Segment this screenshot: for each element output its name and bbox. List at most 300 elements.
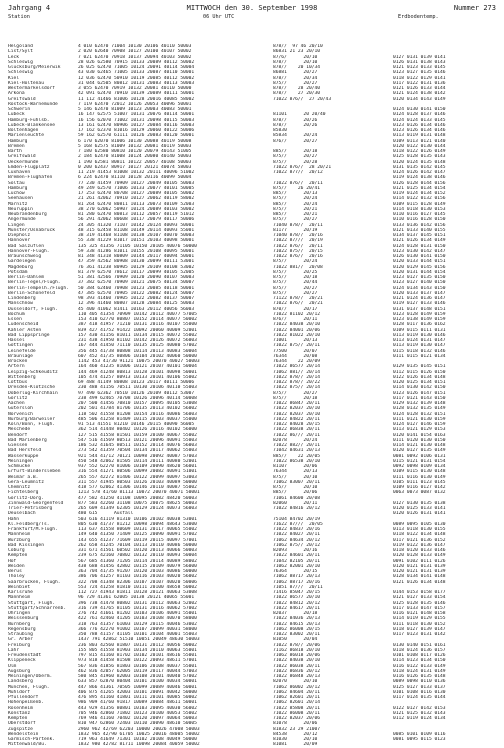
observation-code: 238 499 62465 70708 10126 20096 40114 50008 bbox=[78, 395, 197, 401]
observation-code: 12 396 41460 80807 10128 20084 40125 50003 bbox=[78, 301, 195, 307]
soil-temperature: 0128 0134 0141 0148 bbox=[393, 574, 446, 580]
soil-temperature: 0129 0132 0139 0148 bbox=[393, 401, 446, 406]
additional-code: 71051 87/// 20/11 bbox=[273, 584, 323, 590]
additional-code: 71062 88717 20/16 bbox=[273, 579, 321, 585]
soil-temperature: 0127 0130 0135 0138 bbox=[393, 500, 446, 506]
observation-code: 186 532 41645 80511 10152 20114 40076 56003 bbox=[78, 443, 197, 448]
observation-code: 69 488 41149 80808 10123 20117 40111 50006 bbox=[78, 380, 195, 385]
station-name: Marienleuchte bbox=[8, 133, 44, 139]
additional-code: 71022 84816 20/12 bbox=[273, 506, 321, 511]
additional-code: 71062 82601 20/11 bbox=[273, 695, 321, 700]
station-name: Brocken bbox=[8, 359, 28, 364]
soil-temperature: 0063 0073 0087 0132 bbox=[393, 490, 446, 496]
additional-code: 885// 22 20/05 bbox=[273, 453, 321, 459]
soil-temperature: 0120 0125 0133 0141 bbox=[393, 506, 446, 511]
observation-code: 21 261 42062 70910 10127 20062 40119 58002 bbox=[78, 196, 195, 202]
observation-code: 164 460 41235 81006 10121 20107 40101 50004 bbox=[78, 364, 197, 370]
station-name: Freudenstadt bbox=[8, 653, 42, 658]
date-title: MITTWOCH den 30. September 1998 bbox=[186, 4, 318, 12]
station-name: Lingen bbox=[8, 222, 25, 228]
observation-code: 38 270 62062 50907 10124 20089 40103 50002 bbox=[78, 206, 195, 212]
station-name: Kl.Feldberg/Ts. bbox=[8, 521, 50, 527]
additional-code: 875// 20/18 bbox=[273, 275, 318, 280]
soil-temperature: 0121 0127 0133 0154 bbox=[393, 595, 446, 601]
soil-temperature: 0114 0121 0130 0148 bbox=[393, 443, 446, 448]
observation-code: 49 249 62570 71006 10133 20077 40101 50005 bbox=[78, 185, 195, 191]
additional-code: 71040 878// 20/16 bbox=[273, 233, 323, 238]
additional-code: 71022 86836 20/12 bbox=[273, 668, 321, 674]
soil-temperature: 0120 0124 0135 0148 bbox=[393, 159, 446, 165]
additional-code: 875// 20/27 bbox=[273, 154, 318, 160]
observation-code: 81 348 41318 80809 10144 20117 40094 50001 bbox=[78, 254, 195, 259]
observation-code: 155 805 41558 81903 10134 20110 40063 55001 bbox=[78, 647, 197, 653]
soil-temperature: 0113 0119 0130 0147 bbox=[393, 343, 446, 349]
station-name: Emden-Flugplatz bbox=[8, 164, 50, 170]
observation-code: 143 655 41237 71609 10119 20115 40097 57001 bbox=[78, 537, 197, 543]
station-name: Saarbrücken, Flugh. bbox=[8, 579, 61, 585]
observation-code: 149 640 41350 71409 10125 20090 40091 57002 bbox=[78, 532, 197, 538]
station-name: Schleswig bbox=[8, 70, 33, 76]
additional-code: 878// 20/26 bbox=[273, 117, 318, 123]
station-name: Trier-Petrisberg bbox=[8, 506, 53, 511]
station-column-title: Station bbox=[8, 14, 30, 20]
station-name: Mühldorf bbox=[8, 689, 31, 695]
additional-code: 71022 877// 20/12 bbox=[273, 170, 323, 175]
soil-temperature: 0117 0121 0143 0150 bbox=[393, 395, 446, 401]
soil-temperature: 0109 0113 0121 0140 bbox=[393, 138, 446, 144]
station-name: Manschnow bbox=[8, 301, 33, 307]
observation-code: 113 637 41558 80609 10131 20117 40065 55002 bbox=[78, 527, 197, 532]
station-name: Stuttgart, Flugh. bbox=[8, 600, 56, 606]
observation-code: 7 119 62470 72012 10126 20053 40096 50001 bbox=[78, 101, 192, 107]
station-name: Regensburg bbox=[8, 626, 36, 632]
observation-code: 839 427 41752 91422 10092 20060 40009 52001 bbox=[78, 327, 197, 333]
additional-code: 75104 84702 20/19 bbox=[273, 516, 321, 522]
station-name: Meiningen bbox=[8, 458, 33, 464]
soil-temperature: 0128 0117 0136 0162 bbox=[393, 322, 446, 328]
observation-code: 503 616 41119 81310 10106 20102 40038 53001 bbox=[78, 516, 197, 522]
soil-temperature: 0118 0124 0136 0157 bbox=[393, 647, 446, 653]
station-name: Schleswig bbox=[8, 59, 33, 65]
soil-temperature: 0120 0121 0131 0139 bbox=[393, 569, 446, 574]
soil-temperature: 0118 0127 0139 0147 bbox=[393, 626, 446, 632]
soil-temperature: 0120 0128 0133 0149 bbox=[393, 553, 446, 559]
station-name: Konstanz bbox=[8, 710, 31, 716]
station-name: Lahr bbox=[8, 647, 20, 653]
station-name: Helgoland bbox=[8, 44, 33, 49]
observation-code: 157 430 41156 81011 10134 20115 40072 55002 bbox=[78, 332, 197, 338]
observation-code: 45 400 41062 81411 10163 20112 40056 56003 bbox=[78, 306, 195, 312]
station-name: Bad Marienberg bbox=[8, 437, 47, 443]
soil-temperature: 0119 0124 0138 0146 bbox=[393, 175, 446, 181]
additional-code: 81078 20/06 bbox=[273, 721, 318, 727]
soil-temperature: 0124 0128 0131 0150 bbox=[393, 243, 446, 249]
observation-code: 387 418 41957 71210 10131 20116 40107 55000 bbox=[78, 322, 197, 328]
observation-code: 316 739 41765 81105 10131 20116 40062 57002 bbox=[78, 605, 197, 611]
soil-temperature: 0116 0122 0133 0149 bbox=[393, 663, 446, 669]
station-name: Bremen-Flughafen bbox=[8, 175, 53, 181]
soil-temperature: 0101 0108 0116 0130 bbox=[393, 689, 446, 695]
station-name: Augsburg bbox=[8, 668, 31, 674]
observation-code: 316 554 41271 80506 10099 20082 40091 51001 bbox=[78, 469, 197, 475]
observation-code: 110 405 41354 70909 10142 20112 40077 57005 bbox=[78, 311, 197, 317]
station-name: Ulm bbox=[8, 663, 17, 669]
station-name: Lüchow bbox=[8, 191, 25, 196]
station-name: Ueckermünde bbox=[8, 159, 39, 165]
station-name: Braunschweig bbox=[8, 254, 42, 259]
soil-temperature: 0111 0121 0130 0159 bbox=[393, 416, 446, 422]
observation-code: 477 582 41250 41108 10095 20082 48420 50003 bbox=[78, 495, 197, 501]
soil-temperature: 0124 0127 0146 0159 bbox=[393, 422, 446, 427]
soil-temperature: 0122 0127 0142 0153 bbox=[393, 705, 446, 711]
additional-code: 71022 876// 20/21 bbox=[273, 301, 323, 307]
station-name: Zugspitze bbox=[8, 726, 33, 732]
additional-code: 71022 82037 20/10 bbox=[273, 411, 321, 417]
additional-code: 878// 28 20/40 bbox=[273, 86, 321, 91]
observation-code: 0 200 62437 80917 10127 20121 40074 58003 bbox=[78, 164, 192, 170]
station-name: Potsdam bbox=[8, 269, 28, 275]
observation-code: 318 763 41357 61003 10129 20115 40046 53002 bbox=[78, 621, 197, 627]
station-name: Kempten bbox=[8, 553, 28, 559]
observation-code: 105 474 41257 80913 10133 20101 40106 55002 bbox=[78, 374, 197, 380]
observation-code: 356 445 41/38 80808 10114 20113 40083 50004 bbox=[78, 348, 197, 354]
additional-code: 71022 878// 20/14 bbox=[273, 374, 321, 380]
additional-code: 878// 20/10 bbox=[273, 59, 318, 65]
observation-code: 47 359 42562 80908 10130 20099 40111 53001 bbox=[78, 259, 195, 265]
observation-code: 17 253 62470 80708 10127 20089 40105 50002 bbox=[78, 191, 195, 196]
additional-code: 81081 20/09 bbox=[273, 742, 318, 748]
observation-code: 480 615 Ausfall bbox=[78, 511, 134, 517]
soil-temperature: 0126 0128 0144 0156 bbox=[393, 180, 446, 186]
soil-temperature: 0134 0137 0145 0151 bbox=[393, 233, 446, 238]
observation-code: 2960 962 42/69 62203 10000 20026 47008 50003 bbox=[78, 726, 200, 732]
station-name: Landsberg bbox=[8, 679, 33, 685]
station-name: Tholey bbox=[8, 574, 25, 580]
additional-code: 82078 20/24 bbox=[273, 437, 318, 443]
observation-code: 55 338 41229 81017 10151 20103 40098 50001 bbox=[78, 238, 195, 244]
observation-code: 81 264 62470 80811 10113 20073 40109 52003 bbox=[78, 201, 195, 207]
soil-temperature: 0117 0123 0131 0142 bbox=[393, 632, 446, 637]
additional-code: 875// 20/28 bbox=[273, 159, 318, 165]
station-name: Marnitz bbox=[8, 201, 28, 207]
additional-code: 875// 20/27 bbox=[273, 290, 318, 296]
soil-temperature: 0125 0127 0133 0137 bbox=[393, 684, 446, 690]
station-name: Gera-Leumnitz bbox=[8, 479, 44, 485]
additional-code: 87/6/ 20/10 bbox=[273, 54, 318, 60]
station-name: Magdeburg bbox=[8, 264, 33, 270]
soil-temperature: 0124 0126 0142 0147 bbox=[393, 170, 446, 175]
station-name: Kahler Asten bbox=[8, 327, 42, 333]
soil-temperature: 0123 0130 0142 0147 bbox=[393, 248, 446, 254]
additional-code: 76344 20/08 bbox=[273, 353, 318, 359]
station-name: Doberlug-Kirchhain bbox=[8, 390, 58, 396]
soil-temperature: 0114 0119 0129 0155 bbox=[393, 616, 446, 622]
station-name: Nörvenich bbox=[8, 411, 33, 417]
soil-temperature: 0121 0123 0133 0145 bbox=[393, 65, 446, 70]
additional-code: 86831 21 23 20/10 bbox=[273, 49, 321, 55]
additional-code: 71622 87/// 20/05 bbox=[273, 521, 323, 527]
station-name: Bad Salzuflen bbox=[8, 243, 44, 249]
additional-code: 71022 81022 20/10 bbox=[273, 332, 321, 338]
additional-code: 71062 86002 20/12 bbox=[273, 684, 321, 690]
station-name: Berus bbox=[8, 569, 22, 574]
soil-temperature: 0109 0116 0127 0142 bbox=[393, 485, 446, 490]
observation-code: 7 021 62470 70918 10137 20094 40103 50002 bbox=[78, 54, 192, 60]
station-name: Schmücke bbox=[8, 464, 31, 469]
soil-temperature: 0125 0128 0135 0143 bbox=[393, 154, 446, 160]
additional-code: 82060 20/11 bbox=[273, 500, 318, 506]
additional-code: 81030 20/10 bbox=[273, 737, 318, 742]
station-name: Rostock-Warnemünde bbox=[8, 101, 58, 107]
additional-code: 71061 84600 20/08 bbox=[273, 495, 321, 501]
station-name: Neuruppin bbox=[8, 206, 33, 212]
soil-temperature: 0122 0126 0134 0148 bbox=[393, 374, 446, 380]
station-name: München, Flugh. bbox=[8, 684, 50, 690]
station-name: Gardelegen bbox=[8, 259, 36, 265]
additional-code: 81107 20/06 bbox=[273, 464, 318, 469]
additional-code: 71022 82037 20/06 bbox=[273, 716, 321, 721]
station-name: Boltenhagen bbox=[8, 128, 39, 133]
observation-code: 553 724 41258 81810 10111 20100 48658 50002 bbox=[78, 584, 197, 590]
observation-code: 363 704 41/35 91207 10120 20103 40086 50000 bbox=[78, 569, 197, 574]
additional-code: 71022 86008 20/11 bbox=[273, 710, 321, 716]
observation-code: 2 020 62640 70908 10127 20100 40107 50002 bbox=[78, 49, 192, 55]
additional-code: 875// 26 20/41 bbox=[273, 185, 321, 191]
soil-temperature: 0120 0127 0135 0149 bbox=[393, 448, 446, 454]
soil-temperature: 0124 0134 0143 0150 bbox=[393, 285, 446, 291]
observation-code: 5 146 62470 81009 10123 20003 40083 50001 bbox=[78, 107, 192, 112]
station-name: Artern bbox=[8, 364, 25, 370]
soil-temperature: 0118 0122 0129 0141 bbox=[393, 75, 446, 81]
observation-code: 6 224 62470 81110 10128 20116 40099 50004 bbox=[78, 175, 192, 181]
additional-code: 71022 82037 20/10 bbox=[273, 406, 321, 412]
observation-code: 81 280 62470 80813 10112 20057 40119 51012 bbox=[78, 212, 195, 217]
additional-code: 71062 875// 20/12 bbox=[273, 542, 321, 548]
station-name: Garmisch-Partenk. bbox=[8, 737, 56, 742]
additional-code: 71022 876// 27 20/43 bbox=[273, 96, 332, 102]
soil-temperature: 0121 0124 0136 0147 bbox=[393, 296, 446, 301]
station-name: Deuselbach bbox=[8, 511, 36, 517]
soil-temperature: 0121 0133 0140 0155 bbox=[393, 227, 446, 233]
additional-code: 81101 20 20/40 bbox=[273, 112, 326, 118]
soil-temperature: 0115 0118 0132 0146 bbox=[393, 348, 446, 354]
additional-code: 878// 27 20/30 bbox=[273, 91, 321, 97]
soil-temperature: 0133 0136 0142 0156 bbox=[393, 222, 446, 228]
station-name: Görlitz-Dorg. bbox=[8, 495, 44, 501]
station-name: Cuxhaven bbox=[8, 170, 31, 175]
station-name: Mittenwald/Bu. bbox=[8, 742, 47, 748]
station-name: Hahn bbox=[8, 516, 20, 522]
observation-code: 265 609 41349 62305 10129 20124 40073 56003 bbox=[78, 506, 197, 511]
additional-code: 71022 87/// 20/19 bbox=[273, 238, 323, 244]
additional-code: 875// 20/18 bbox=[273, 395, 318, 401]
observation-code: 11 219 41453 81008 10132 20111 40096 51002 bbox=[78, 170, 195, 175]
station-name: Erfurt-Bindersleben bbox=[8, 469, 61, 475]
station-name: Stuttgart/Schnarrenb. bbox=[8, 605, 67, 611]
additional-code: 81832 23 29 21007 bbox=[273, 726, 321, 732]
soil-temperature: 0119 0127 0133 0146 bbox=[393, 301, 446, 307]
observation-code: 805 630 41/37 81212 10098 20094 48643 53000 bbox=[78, 521, 197, 527]
soil-temperature: 0126 0130 0141 0150 bbox=[393, 254, 446, 259]
observation-code: 362 514 41448 80402 10126 20116 40102 56000 bbox=[78, 427, 197, 433]
additional-code: 86881 20/27 bbox=[273, 70, 318, 76]
station-name: Greifswald bbox=[8, 96, 36, 102]
station-name: Weiden bbox=[8, 563, 25, 569]
observation-code: 1213 578 41/60 81113 10072 20070 40071 50001 bbox=[78, 490, 200, 496]
soil-temperature: 0113 0121 0129 0153 bbox=[393, 427, 446, 433]
observation-code: 118 502 41558 81208 10154 20116 40086 56003 bbox=[78, 411, 197, 417]
soil-temperature: 0112 0119 0124 0134 bbox=[393, 716, 446, 721]
additional-code: 82093 20/16 bbox=[273, 548, 318, 553]
station-name: Barth bbox=[8, 149, 22, 154]
observation-code: 322 708 41348 82306 10107 20107 40020 50006 bbox=[78, 579, 197, 585]
additional-code: 875// 20/24 bbox=[273, 259, 318, 265]
additional-code: 71022 86838 20/11 bbox=[273, 427, 321, 433]
observation-code: 144 469 41248 80813 10128 20101 40098 50001 bbox=[78, 369, 197, 375]
station-name: Berlin-Tempelh./Flugh. bbox=[8, 285, 69, 291]
observation-code: 273 542 41359 70504 10134 20117 40062 55003 bbox=[78, 448, 197, 454]
observation-code: 37 382 62570 70909 10121 20075 40134 50007 bbox=[78, 280, 195, 286]
observation-code: 797 815 41160 81702 10102 20101 48616 55001 bbox=[78, 653, 197, 658]
station-name: Meschede bbox=[8, 427, 31, 433]
additional-code: 71022 876// 20/11 bbox=[273, 243, 323, 249]
additional-code: 71022 876// 20/16 bbox=[273, 254, 323, 259]
station-name: Hassel bbox=[8, 338, 25, 343]
additional-code: 71022 84615 20/13 bbox=[273, 621, 321, 627]
additional-code: 885// 20/24 bbox=[273, 201, 318, 207]
station-name: Bremen bbox=[8, 143, 25, 149]
station-name: Öhringen bbox=[8, 611, 31, 616]
observation-code: 48 315 62458 81108 10149 20114 40093 55001 bbox=[78, 227, 195, 233]
additional-code: 82070 20/10 bbox=[273, 679, 318, 685]
soil-temperature: 0116 0126 0135 0148 bbox=[393, 674, 446, 679]
additional-code: 875// 20/27 bbox=[273, 390, 318, 396]
observation-code: 311 557 41945 80503 10126 20103 40089 50000 bbox=[78, 479, 197, 485]
additional-code: 875// 20/27 bbox=[273, 217, 318, 223]
additional-code: 878// 20 10/34 bbox=[273, 65, 321, 70]
additional-code: 885// 20/18 bbox=[273, 149, 318, 154]
station-name: List/Sylt bbox=[8, 49, 33, 55]
observation-code: 4 010 62470 71004 10130 20106 40110 50003 bbox=[78, 44, 192, 49]
station-name: Rosenheim bbox=[8, 705, 33, 711]
soil-temperature: 0109 0115 0128 0149 bbox=[393, 201, 446, 207]
additional-code: 875// 20/10 bbox=[273, 474, 318, 480]
observation-code: 207 500 41456 70810 10157 20095 40105 53008 bbox=[78, 401, 197, 406]
soil-temperature: 0121 0125 0134 0154 bbox=[393, 185, 446, 191]
station-name: Lübeck bbox=[8, 112, 25, 118]
soil-temperature: 0111 0118 0130 0152 bbox=[393, 621, 446, 627]
soil-temperature: 0128 0132 0135 0149 bbox=[393, 406, 446, 412]
station-name: Kiel-Holtenau bbox=[8, 80, 44, 86]
observation-code: 1142 453 41/30 91121 10075 20070 40027 50003 bbox=[78, 359, 200, 364]
soil-temperature: 0111 0120 0130 0150 bbox=[393, 437, 446, 443]
station-name: Wasserkuppe bbox=[8, 453, 39, 459]
observation-code: 1 190 62581 80811 10122 20057 40108 50003 bbox=[78, 159, 192, 165]
observation-code: 567 685 41360 71205 10114 20114 40089 58002 bbox=[78, 558, 197, 564]
station-name: Seehausen bbox=[8, 196, 33, 202]
additional-code: 875// 20/27 bbox=[273, 80, 318, 86]
soil-temperature: 0120 0126 0131 0141 bbox=[393, 511, 446, 517]
station-name: Weimar a.B. bbox=[8, 474, 39, 480]
station-name: Cottbus bbox=[8, 380, 28, 385]
station-name: Zinnwald-Georgenfeld bbox=[8, 500, 64, 506]
soil-temperature: 0105 0111 0123 0145 bbox=[393, 479, 446, 485]
additional-code: 71022 86038 20/11 bbox=[273, 663, 321, 669]
observation-code: 16 147 62575 51007 10131 20076 40114 50001 bbox=[78, 112, 195, 118]
observation-code: 2 184 62470 81008 10124 20080 40140 50003 bbox=[78, 154, 192, 160]
observation-code: 51 381 42566 70909 10120 20090 40107 50003 bbox=[78, 275, 195, 280]
observation-code: 331 671 41561 60502 10120 20113 40066 50003 bbox=[78, 548, 197, 553]
observation-code: 921 544 41/12 70121 10098 20092 40087 57003 bbox=[78, 453, 197, 459]
observation-code: 26 025 62470 71005 10124 20091 40114 50004 bbox=[78, 65, 195, 70]
station-name: Hamburg bbox=[8, 185, 28, 191]
observation-code: 810 947 62860 72403 10110 20090 48610 50005 bbox=[78, 721, 197, 727]
observation-code: 973 818 41458 81508 10122 20093 48611 57001 bbox=[78, 658, 197, 664]
soil-temperature: 0113 0119 0131 0148 bbox=[393, 133, 446, 139]
station-name: Kiel bbox=[8, 75, 20, 81]
observation-code: 11 112 41466 81006 10128 20016 40085 58002 bbox=[78, 96, 195, 102]
additional-code: 71022 84812 20/12 bbox=[273, 600, 321, 606]
additional-code: 875// 20/10 bbox=[273, 485, 318, 490]
additional-code: 71022 84028 20/15 bbox=[273, 422, 321, 427]
observation-code: 135 325 41356 71105 10150 20105 40076 50000 bbox=[78, 243, 197, 249]
column-header bbox=[8, 14, 496, 42]
soiltemp-column-title: Erdbodentemp. bbox=[398, 14, 439, 20]
additional-code: 71022 84027 20/11 bbox=[273, 532, 321, 538]
station-name: Berlin-Tegel/Flugh. bbox=[8, 280, 61, 286]
station-name: Diepholz bbox=[8, 233, 31, 238]
soil-temperature: 0124 0130 0141 0150 bbox=[393, 107, 446, 112]
soil-temperature: 0120 0133 0137 0147 bbox=[393, 290, 446, 296]
soil-temperature: 0114 0123 0134 0150 bbox=[393, 658, 446, 664]
observation-code: 6 170 62070 81006 10130 20088 40119 50008 bbox=[78, 138, 192, 144]
station-name: Dresden-Klotzsche bbox=[8, 385, 56, 391]
additional-code: 71022 881// 20/08 bbox=[273, 264, 323, 270]
soil-temperature: 0144 0153 0158 0177 bbox=[393, 590, 446, 595]
additional-code: 71042 82105 20/11 bbox=[273, 558, 321, 564]
station-name: Greifswald bbox=[8, 154, 36, 160]
additional-code: 76344 20/13 bbox=[273, 469, 318, 475]
observation-code: 705 946 42860 71802 10123 20100 40053 55002 bbox=[78, 710, 197, 716]
additional-code: 71062 86008 20/15 bbox=[273, 626, 321, 632]
observation-code: 91 513 41551 81210 10146 20115 40090 56005 bbox=[78, 422, 195, 427]
station-name: Weinbiet bbox=[8, 584, 31, 590]
soil-temperature: 0111 0115 0121 0134 bbox=[393, 353, 446, 359]
station-name: Bendorf bbox=[8, 432, 28, 438]
observation-code: 396 738 41478 80802 10131 20112 40063 52002 bbox=[78, 600, 197, 606]
additional-code: 71062 86018 20/06 bbox=[273, 653, 321, 658]
additional-code: 85834 20/24 bbox=[273, 133, 318, 139]
time-column-title: 06 Uhr UTC bbox=[203, 14, 235, 20]
soil-temperature: 0121 0126 0134 0149 bbox=[393, 238, 446, 244]
additional-code: 71040 878// 20/11 bbox=[273, 222, 323, 228]
additional-code: 71022 86538 20/10 bbox=[273, 458, 321, 464]
observation-code: 153 410 62770 80807 10152 20114 40077 50002 bbox=[78, 317, 197, 322]
observation-code: 12 036 62470 50910 10119 20085 40112 50002 bbox=[78, 75, 195, 81]
observation-code: 476 895 41160 41801 10111 20101 40085 50002 bbox=[78, 695, 197, 700]
observation-code: 406 875 41265 42003 10101 20091 40042 50000 bbox=[78, 689, 197, 695]
additional-code: 76364 20/15 bbox=[273, 569, 318, 574]
additional-code: 71062 82001 20/10 bbox=[273, 563, 321, 569]
soil-temperature: 0110 0116 0128 0150 bbox=[393, 217, 446, 223]
station-name: Hannover-Flugh. bbox=[8, 248, 50, 254]
observation-code: 1832 965 42/90 61705 10025 20016 48005 50002 bbox=[78, 731, 200, 737]
soil-temperature: 0112 0115 0126 0150 bbox=[393, 369, 446, 375]
station-name: Gr. Arber bbox=[8, 637, 33, 643]
observation-code: 38 319 41468 81108 10138 20107 40070 50003 bbox=[78, 233, 195, 238]
soil-temperature: 0120 0125 0134 0151 bbox=[393, 380, 446, 385]
soil-temperature bbox=[393, 742, 496, 747]
